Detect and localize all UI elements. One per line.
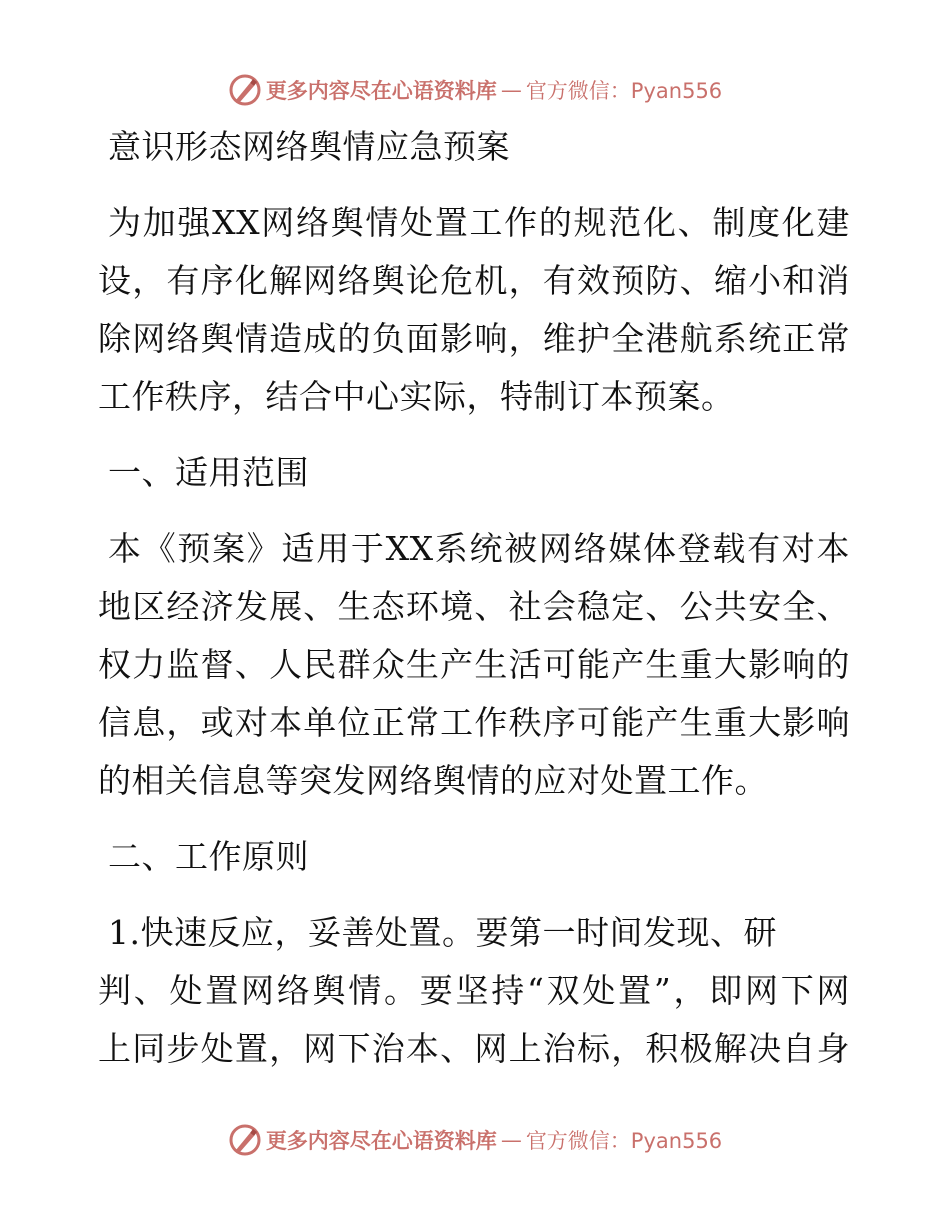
watermark-official-text: 官方微信：Pyan556 [525, 1129, 723, 1153]
watermark-main-text: 更多内容尽在心语资料库 [265, 79, 497, 103]
watermark-official-text: 官方微信：Pyan556 [525, 79, 723, 103]
watermark-main-text: 更多内容尽在心语资料库 [265, 1129, 497, 1153]
section-heading-principles: 二、工作原则 [108, 837, 309, 876]
intro-line: 设，有序化解网络舆论危机，有效预防、缩小和消 [98, 261, 850, 300]
intro-line: 为加强XX网络舆情处置工作的规范化、制度化建 [108, 203, 850, 242]
principles-line: 上同步处置，网下治本、网上治标，积极解决自身 [98, 1029, 850, 1068]
scope-line: 地区经济发展、生态环境、社会稳定、公共安全、 [98, 587, 850, 626]
section-heading-scope: 一、适用范围 [108, 453, 309, 492]
watermark-separator: — [500, 78, 522, 102]
principles-line: 1.快速反应，妥善处置。要第一时间发现、研 [108, 913, 777, 952]
intro-line: 除网络舆情造成的负面影响，维护全港航系统正常 [98, 319, 850, 358]
scope-line: 本《预案》适用于XX系统被网络媒体登载有对本 [108, 529, 850, 568]
pen-circle-logo-icon [228, 1123, 262, 1157]
header-watermark [0, 70, 950, 110]
document-title: 意识形态网络舆情应急预案 [108, 127, 510, 166]
scope-line: 权力监督、人民群众生产生活可能产生重大影响的 [98, 645, 850, 684]
watermark-separator: — [500, 1128, 522, 1152]
footer-watermark [0, 1120, 950, 1160]
intro-line: 工作秩序，结合中心实际，特制订本预案。 [98, 377, 735, 416]
document-body [98, 118, 850, 1078]
principles-line: 判、处置网络舆情。要坚持“双处置”，即网下网 [98, 971, 850, 1010]
pen-circle-logo-icon [228, 73, 262, 107]
scope-line: 信息，或对本单位正常工作秩序可能产生重大影响 [98, 703, 850, 742]
scope-line: 的相关信息等突发网络舆情的应对处置工作。 [98, 761, 768, 800]
